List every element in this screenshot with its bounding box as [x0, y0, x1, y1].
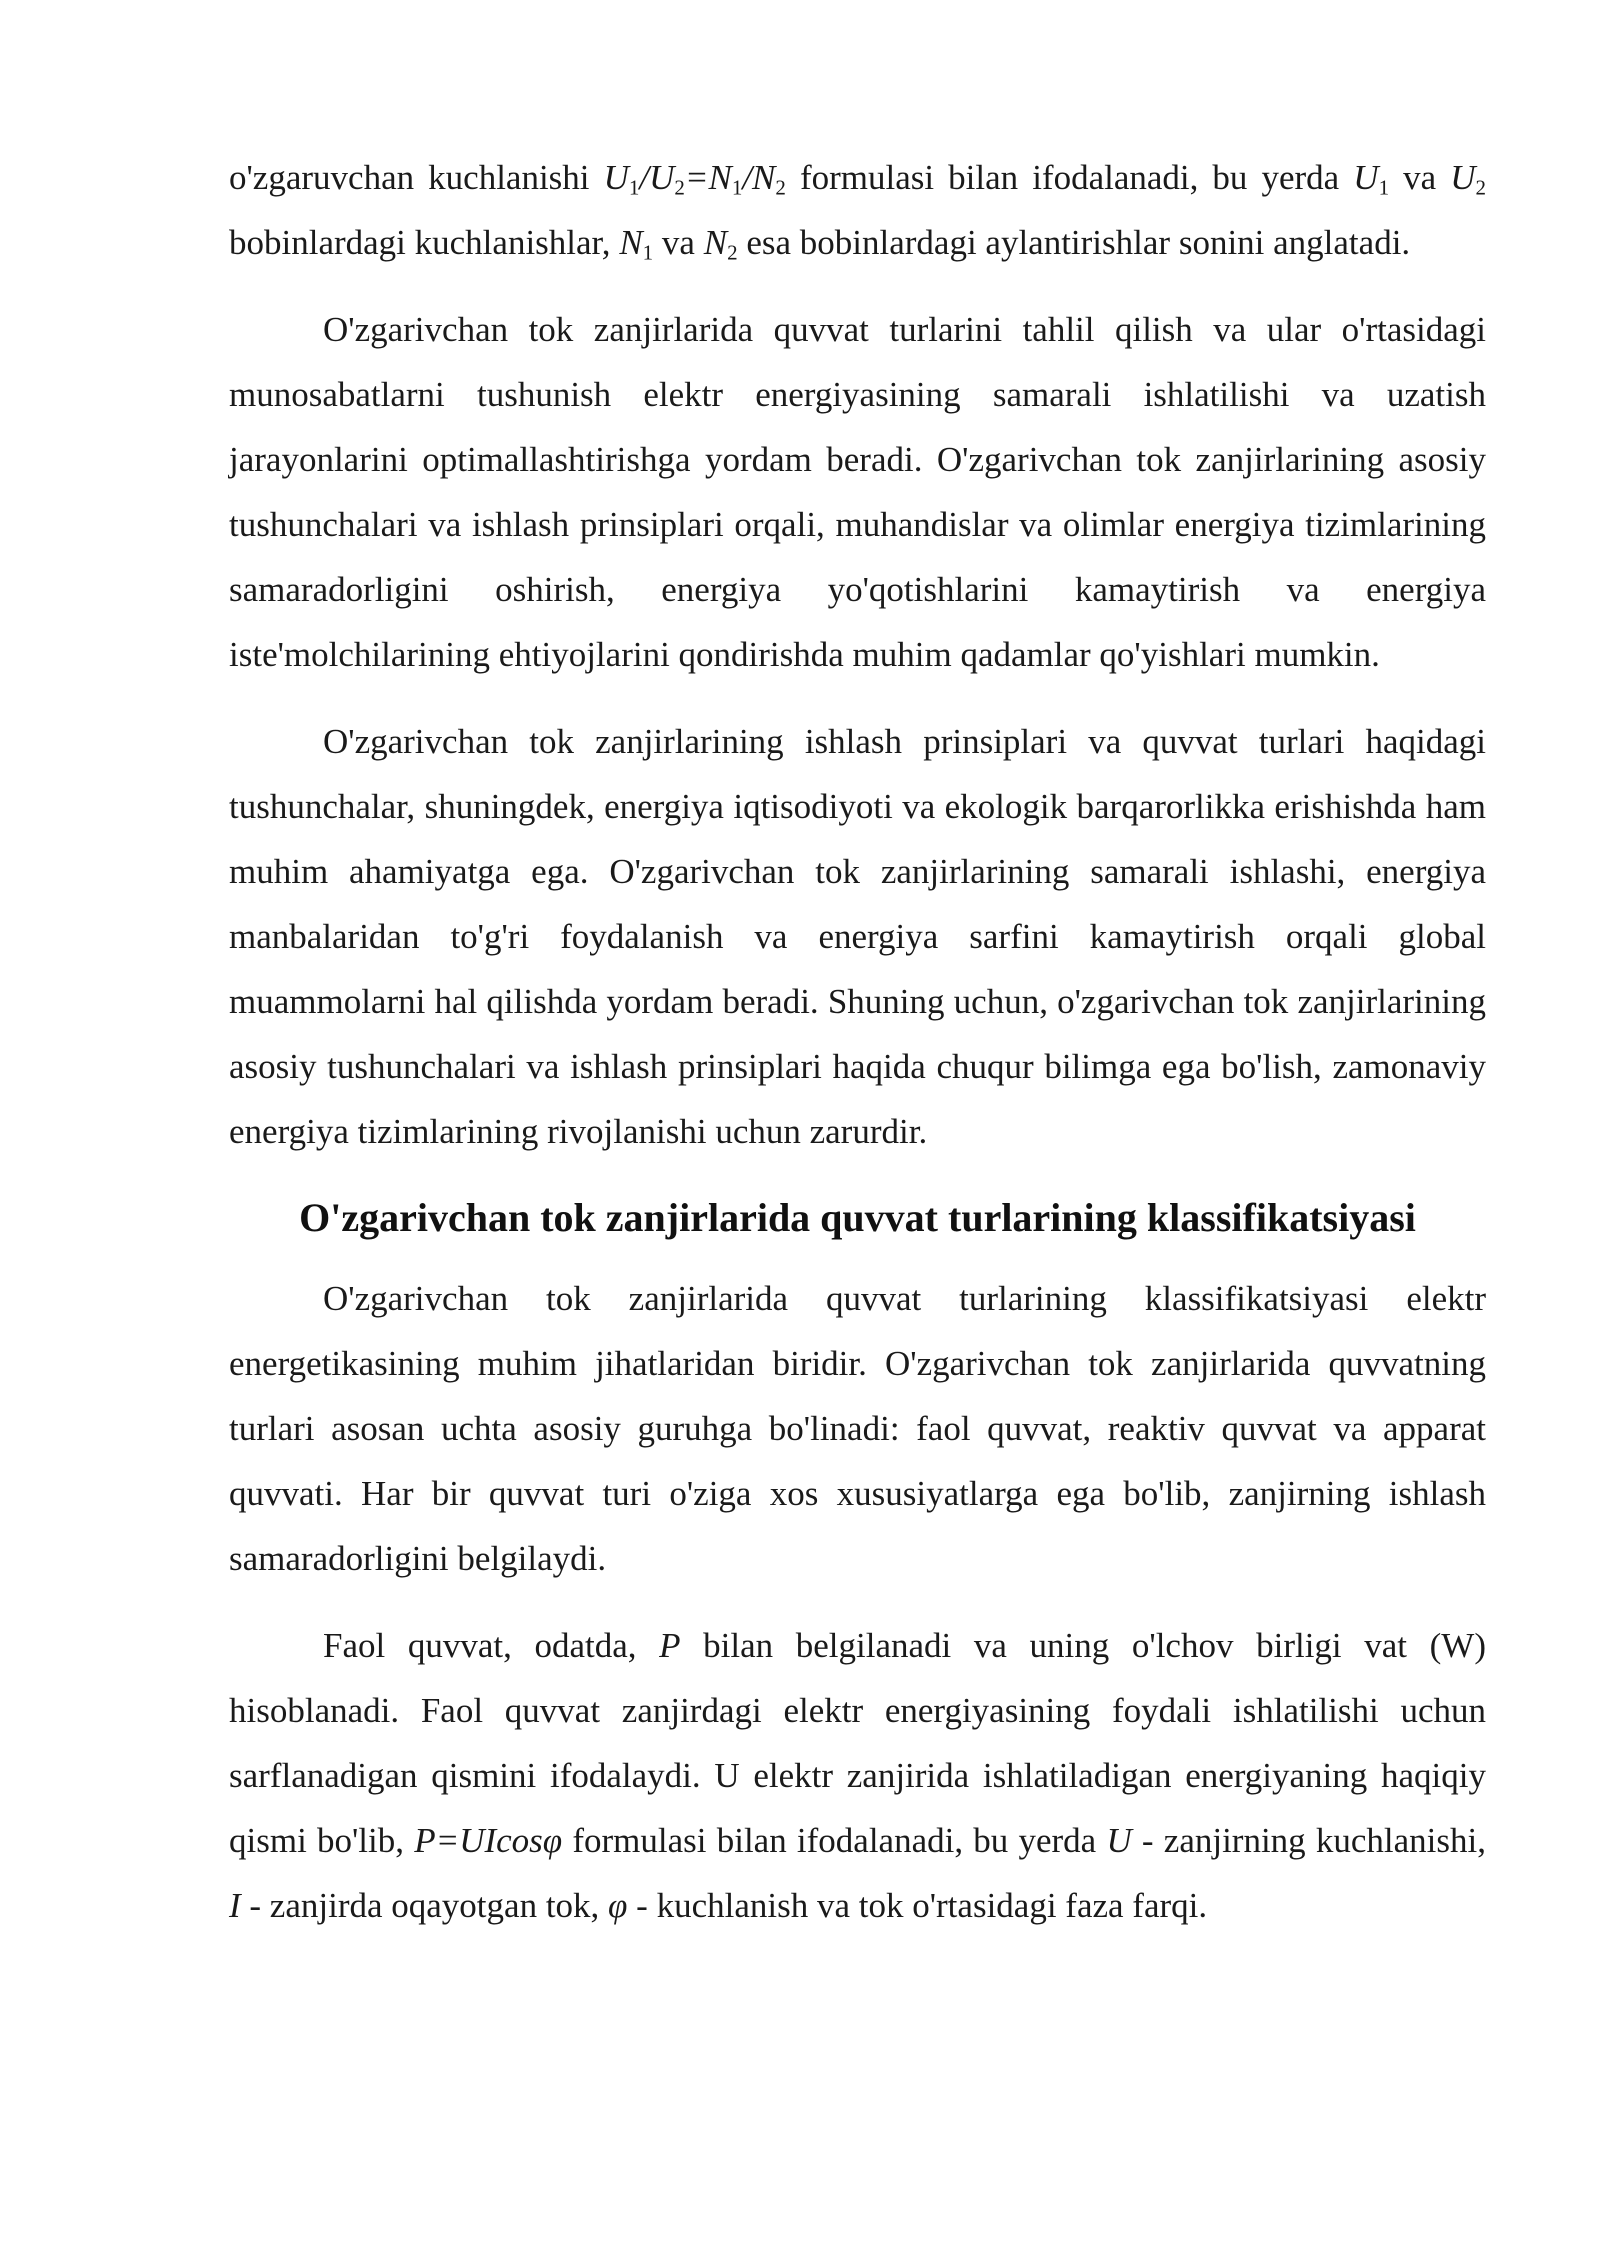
text-run: - zanjirning kuchlanishi, — [1131, 1821, 1486, 1860]
symbol-p: P — [659, 1626, 681, 1665]
text-run: va — [1389, 158, 1451, 197]
text-run: bobinlardagi kuchlanishlar, — [229, 223, 620, 262]
paragraph-transformer-formula — [229, 145, 1486, 275]
text-run: formulasi bilan ifodalanadi, bu yerda — [785, 158, 1354, 197]
document-body — [229, 145, 1486, 1938]
paragraph-power-classification: O'zgarivchan tok zanjirlarida quvvat turlarining klassifikatsiyasi elektr energetikasining muhim jihatlaridan biridir. O'zgarivchan tok zanjirlarida quvvatning turlari asosan uchta asosiy guruhga bo'linadi: faol quvvat, reaktiv quvvat va apparat quvvati. Har bir quvvat turi o'ziga xos xususiyatlarga ega bo'lib, zanjirning ishlash samaradorligini belgilaydi. — [229, 1279, 1486, 1578]
text-run: formulasi bilan ifodalanadi, bu yerda — [562, 1821, 1107, 1860]
text-run: - zanjirda oqayotgan tok, — [240, 1886, 609, 1925]
symbol-u: U — [1106, 1821, 1132, 1860]
formula-voltage-ratio: $U_1/U_2=N_1/N_2$ — [603, 158, 786, 200]
symbol-u1: $U_1$ — [1353, 158, 1390, 200]
text-run: o'zgaruvchan kuchlanishi — [229, 158, 604, 197]
section-heading: O'zgarivchan tok zanjirlarida quvvat turlarining klassifikatsiyasi — [299, 1195, 1416, 1240]
formula-active-power: P=UIcosφ — [414, 1821, 563, 1860]
symbol-n2: $N_2$ — [703, 223, 738, 265]
text-run: bilan belgilanadi va uning o'lchov birligi vat (W) hisoblanadi. Faol quvvat zanjirdagi elektr energiyasining foydali ishlatilishi uchun sarflanadigan qismini ifodalaydi. U elektr zanjirida ishlatiladigan energiyaning haqiqiy qismi bo'lib, — [229, 1626, 1486, 1860]
symbol-i: I — [229, 1886, 241, 1925]
text-run: Faol quvvat, odatda, — [323, 1626, 660, 1665]
symbol-phi: φ — [608, 1886, 628, 1925]
paragraph-energy-economy: O'zgarivchan tok zanjirlarining ishlash prinsiplari va quvvat turlari haqidagi tushunchalar, shuningdek, energiya iqtisodiyoti va ekologik barqarorlikka erishishda ham muhim ahamiyatga ega. O'zgarivchan tok zanjirlarining samarali ishlashi, energiya manbalaridan to'g'ri foydalanish va energiya sarfini kamaytirish orqali global muammolarni hal qilishda yordam beradi. Shuning uchun, o'zgarivchan tok zanjirlarining asosiy tushunchalari va ishlash prinsiplari haqida chuqur bilimga ega bo'lish, zamonaviy energiya tizimlarining rivojlanishi uchun zarurdir. — [229, 722, 1486, 1151]
symbol-n1: $N_1$ — [619, 223, 654, 265]
paragraph-active-power — [229, 1613, 1486, 1938]
text-run: esa bobinlardagi aylantirishlar sonini anglatadi. — [737, 223, 1411, 262]
paragraph-power-analysis: O'zgarivchan tok zanjirlarida quvvat turlarini tahlil qilish va ular o'rtasidagi munosabatlarni tushunish elektr energiyasining samarali ishlatilishi va uzatish jarayonlarini optimallashtirishga yordam beradi. O'zgarivchan tok zanjirlarining asosiy tushunchalari va ishlash prinsiplari orqali, muhandislar va olimlar energiya tizimlarining samaradorligini oshirish, energiya yo'qotishlarini kamaytirish va energiya iste'molchilarining ehtiyojlarini qondirishda muhim qadamlar qo'yishlari mumkin. — [229, 310, 1486, 674]
symbol-u2: $U_2$ — [1450, 158, 1486, 200]
text-run: - kuchlanish va tok o'rtasidagi faza farqi. — [627, 1886, 1208, 1925]
text-run: va — [653, 223, 704, 262]
